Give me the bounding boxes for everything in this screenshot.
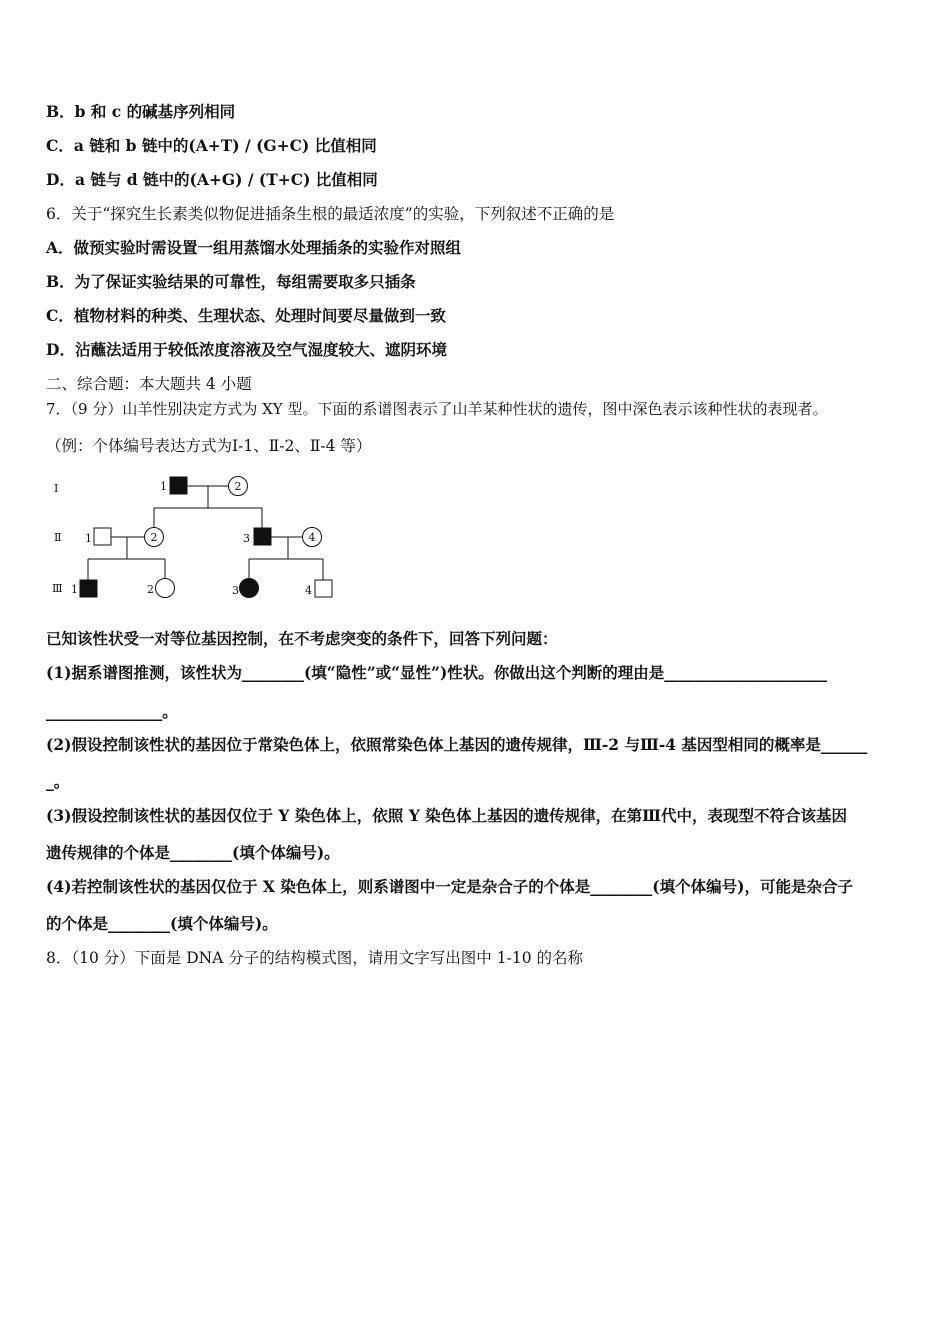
question-7-part-4-line-1: (4)若控制该性状的基因仅位于 X 染色体上，则系谱图中一定是杂合子的个体是________(填个体编号)，可能是杂合子 [46, 877, 853, 896]
label-III-4: 4 [305, 584, 312, 597]
question-6-stem: 6．关于“探究生长素类似物促进插条生根的最适浓度”的实验，下列叙述不正确的是 [46, 205, 615, 223]
individual-III-3-affected-female [240, 579, 259, 598]
question-7-stem: 7．（9 分）山羊性别决定方式为 XY 型。下面的系谱图表示了山羊某种性状的遗传，图中深色表示该种性状的表现者。 [46, 400, 828, 418]
label-III-3: 3 [232, 584, 239, 597]
question-7-note: （例：个体编号表达方式为Ⅰ-1、Ⅱ-2、Ⅱ-4 等） [46, 437, 372, 455]
question-7-part-4-line-2: 的个体是________(填个体编号)。 [46, 914, 278, 933]
question-7-part-1-line-1: (1)据系谱图推测，该性状为________(填“隐性”或“显性”)性状。你做出这个判断的理由是_____________________ [46, 663, 828, 682]
label-II-1: 1 [85, 532, 92, 545]
label-I-1: 1 [160, 480, 167, 493]
option-5c: C．a 链和 b 链中的(A+T) / (G+C) 比值相同 [46, 136, 377, 155]
option-6d: D．沾蘸法适用于较低浓度溶液及空气湿度较大、遮阴环境 [46, 340, 447, 359]
label-III-2: 2 [147, 583, 154, 596]
question-7-part-2-line-2: _。 [46, 772, 70, 791]
question-8-stem: 8．（10 分）下面是 DNA 分子的结构模式图，请用文字写出图中 1-10 的名称 [46, 949, 583, 967]
label-II-2: 2 [150, 531, 158, 544]
section-2-heading: 二、综合题：本大题共 4 小题 [46, 375, 252, 393]
generation-label-3: Ⅲ [52, 582, 63, 595]
question-7-part-3-line-2: 遗传规律的个体是________(填个体编号)。 [46, 843, 340, 862]
label-III-1: 1 [71, 583, 78, 596]
question-7-part-2-line-1: (2)假设控制该性状的基因位于常染色体上，依照常染色体上基因的遗传规律，Ⅲ-2 与Ⅲ-4 基因型相同的概率是______ [46, 735, 868, 754]
individual-II-3-affected-male [254, 528, 271, 545]
individual-III-4-male [315, 580, 332, 597]
individual-III-2-female [156, 579, 175, 598]
question-7-intro: 已知该性状受一对等位基因控制，在不考虑突变的条件下，回答下列问题： [46, 629, 558, 648]
label-II-4: 4 [308, 531, 316, 544]
label-I-2: 2 [234, 480, 242, 493]
question-7-part-1-line-2: _______________。 [46, 702, 178, 721]
generation-label-1: Ⅰ [54, 482, 59, 495]
label-II-3: 3 [243, 532, 250, 545]
pedigree-chart [44, 468, 344, 604]
option-6c: C．植物材料的种类、生理状态、处理时间要尽量做到一致 [46, 306, 446, 325]
individual-III-1-affected-male [80, 580, 97, 597]
option-6a: A．做预实验时需设置一组用蒸馏水处理插条的实验作对照组 [46, 238, 462, 257]
generation-label-2: Ⅱ [54, 531, 62, 544]
option-5d: D．a 链与 d 链中的(A+G) / (T+C) 比值相同 [46, 170, 378, 189]
question-7-part-3-line-1: (3)假设控制该性状的基因仅位于 Y 染色体上，依照 Y 染色体上基因的遗传规律，在第Ⅲ代中，表现型不符合该基因 [46, 806, 848, 825]
option-6b: B．为了保证实验结果的可靠性，每组需要取多只插条 [46, 272, 416, 291]
individual-II-1-male [94, 528, 111, 545]
individual-I-1-affected-male [170, 477, 187, 494]
option-5b: B．b 和 c 的碱基序列相同 [46, 102, 236, 121]
